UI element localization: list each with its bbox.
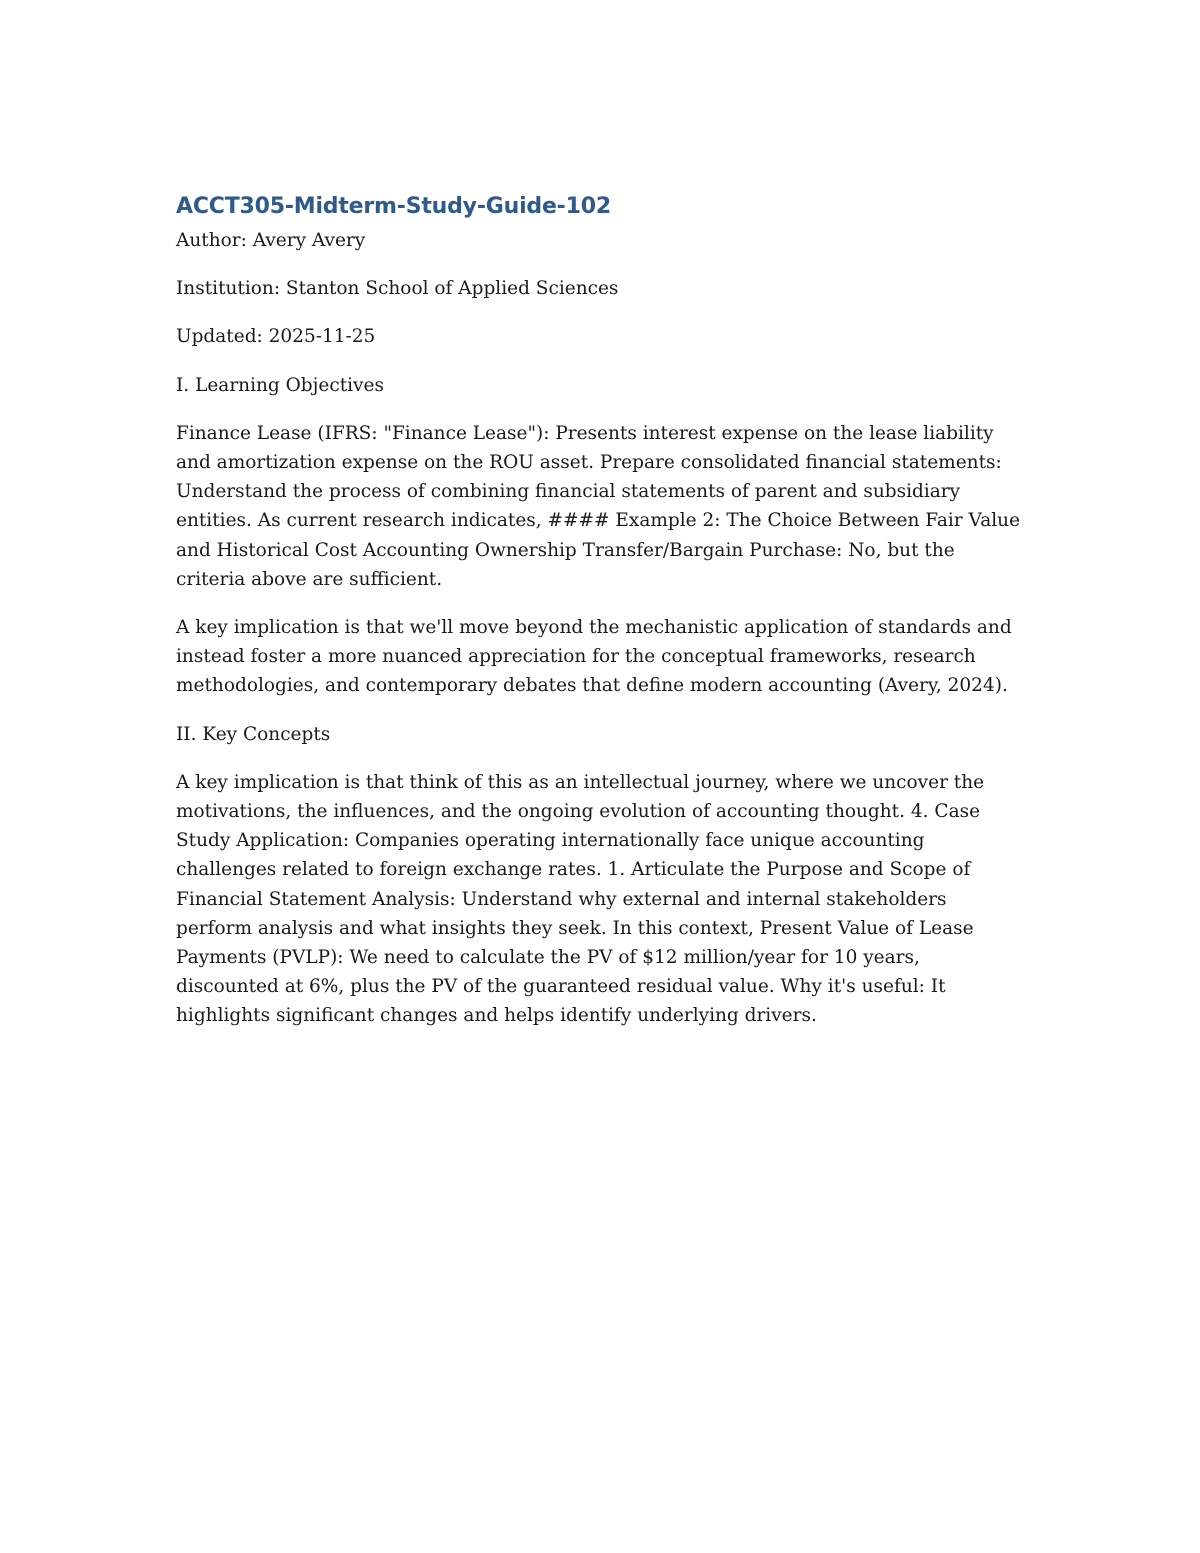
author-line: Author: Avery Avery (176, 230, 366, 251)
section-heading-key-concepts: II. Key Concepts (176, 723, 331, 745)
paragraph: Finance Lease (IFRS: "Finance Lease"): Presents interest expense on the lease liability and amortization expense on the ROU asset. Prepare consolidated financial statements: Understand the process of combining financial statements of parent and subsidiary entities. As current research indicates, #### Example 2: The Choice Between Fair Value and Historical Cost Accounting Ownership Transfer/Bargain Purchase: No, but the criteria above are sufficient. (176, 422, 1021, 590)
document-body (176, 192, 1026, 1050)
document-title: ACCT305-Midterm-Study-Guide-102 (176, 194, 611, 219)
paragraph: A key implication is that we'll move beyond the mechanistic application of standards and instead foster a more nuanced appreciation for the conceptual frameworks, research methodologies, and contemporary debates that define modern accounting (Avery, 2024). (176, 617, 1012, 697)
section-heading-learning-objectives: I. Learning Objectives (176, 374, 384, 396)
paragraph: A key implication is that think of this as an intellectual journey, where we uncover the motivations, the influences, and the ongoing evolution of accounting thought. 4. Case Study Application: Companies operating internationally face unique accounting challenges related to foreign exchange rates. 1. Articulate the Purpose and Scope of Financial Statement Analysis: Understand why external and internal stakeholders perform analysis and what insights they seek. In this context, Present Value of Lease Payments (PVLP): We need to calculate the PV of $12 million/year for 10 years, discounted at 6%, plus the PV of the guaranteed residual value. Why it's useful: It highlights significant changes and helps identify underlying drivers. (176, 771, 985, 1027)
updated-line: Updated: 2025-11-25 (176, 326, 376, 348)
institution-line: Institution: Stanton School of Applied Sciences (176, 278, 619, 300)
